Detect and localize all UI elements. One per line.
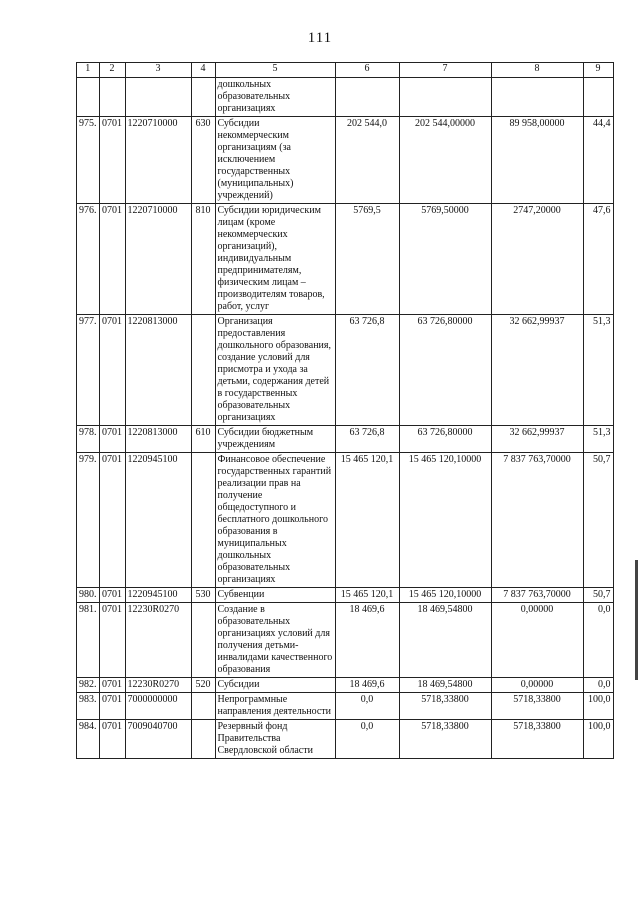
item-name: Организация предоставления дошкольного образования, создание условий для присмотра и ухода за детьми, содержания детей в государственных образовательных организациях: [215, 315, 335, 426]
row-number: 976.: [77, 204, 100, 315]
executed-amount: [491, 78, 583, 117]
executed-amount: 7 837 763,70000: [491, 588, 583, 603]
planned-amount: 15 465 120,10000: [399, 453, 491, 588]
target-code: 7009040700: [125, 720, 191, 759]
target-code: 1220945100: [125, 588, 191, 603]
approved-amount: 5769,5: [335, 204, 399, 315]
section-code: 0701: [99, 588, 125, 603]
budget-table: [76, 62, 614, 759]
row-number: 983.: [77, 693, 100, 720]
table-row: [77, 204, 614, 315]
section-code: 0701: [99, 678, 125, 693]
expense-kind: 520: [191, 678, 215, 693]
planned-amount: 18 469,54800: [399, 603, 491, 678]
section-code: 0701: [99, 693, 125, 720]
section-code: 0701: [99, 315, 125, 426]
approved-amount: 15 465 120,1: [335, 588, 399, 603]
executed-amount: 5718,33800: [491, 720, 583, 759]
table-row: [77, 426, 614, 453]
row-number: 978.: [77, 426, 100, 453]
scan-edge-mark: [635, 560, 638, 680]
item-name: Субсидии бюджетным учреждениям: [215, 426, 335, 453]
row-number: [77, 78, 100, 117]
item-name: дошкольных образовательных организациях: [215, 78, 335, 117]
executed-amount: 7 837 763,70000: [491, 453, 583, 588]
execution-percent: 47,6: [583, 204, 613, 315]
item-name: Финансовое обеспечение государственных гарантий реализации прав на получение общедоступного и бесплатного дошкольного образования в муниципальных дошкольных образовательных организациях: [215, 453, 335, 588]
approved-amount: 18 469,6: [335, 678, 399, 693]
item-name: Субсидии: [215, 678, 335, 693]
executed-amount: 0,00000: [491, 603, 583, 678]
col-header-5: 5: [215, 63, 335, 78]
section-code: 0701: [99, 426, 125, 453]
executed-amount: 0,00000: [491, 678, 583, 693]
execution-percent: [583, 78, 613, 117]
page-number: 111: [307, 30, 333, 46]
expense-kind: 610: [191, 426, 215, 453]
executed-amount: 32 662,99937: [491, 315, 583, 426]
item-name: Создание в образовательных организациях условий для получения детьми-инвалидами качественного образования: [215, 603, 335, 678]
item-name: Резервный фонд Правительства Свердловской области: [215, 720, 335, 759]
approved-amount: 0,0: [335, 720, 399, 759]
expense-kind: 630: [191, 117, 215, 204]
section-code: 0701: [99, 204, 125, 315]
table-row: [77, 720, 614, 759]
executed-amount: 89 958,00000: [491, 117, 583, 204]
section-code: 0701: [99, 720, 125, 759]
approved-amount: 0,0: [335, 693, 399, 720]
planned-amount: 15 465 120,10000: [399, 588, 491, 603]
executed-amount: 2747,20000: [491, 204, 583, 315]
col-header-2: 2: [99, 63, 125, 78]
target-code: 1220813000: [125, 426, 191, 453]
planned-amount: 5718,33800: [399, 720, 491, 759]
execution-percent: 44,4: [583, 117, 613, 204]
target-code: [125, 78, 191, 117]
row-number: 980.: [77, 588, 100, 603]
row-number: 981.: [77, 603, 100, 678]
section-code: [99, 78, 125, 117]
table-row: [77, 315, 614, 426]
section-code: 0701: [99, 453, 125, 588]
expense-kind: [191, 315, 215, 426]
target-code: 12230R0270: [125, 678, 191, 693]
execution-percent: 51,3: [583, 426, 613, 453]
col-header-1: 1: [77, 63, 100, 78]
row-number: 977.: [77, 315, 100, 426]
target-code: 7000000000: [125, 693, 191, 720]
col-header-3: 3: [125, 63, 191, 78]
planned-amount: 5718,33800: [399, 693, 491, 720]
execution-percent: 100,0: [583, 720, 613, 759]
expense-kind: [191, 720, 215, 759]
planned-amount: 63 726,80000: [399, 315, 491, 426]
planned-amount: [399, 78, 491, 117]
target-code: 1220710000: [125, 117, 191, 204]
expense-kind: [191, 603, 215, 678]
approved-amount: 63 726,8: [335, 315, 399, 426]
row-number: 979.: [77, 453, 100, 588]
col-header-7: 7: [399, 63, 491, 78]
table-row: [77, 117, 614, 204]
col-header-9: 9: [583, 63, 613, 78]
execution-percent: 0,0: [583, 603, 613, 678]
execution-percent: 51,3: [583, 315, 613, 426]
expense-kind: 810: [191, 204, 215, 315]
row-number: 984.: [77, 720, 100, 759]
approved-amount: 202 544,0: [335, 117, 399, 204]
expense-kind: 530: [191, 588, 215, 603]
col-header-4: 4: [191, 63, 215, 78]
target-code: 1220945100: [125, 453, 191, 588]
table-row: [77, 78, 614, 117]
execution-percent: 100,0: [583, 693, 613, 720]
target-code: 1220710000: [125, 204, 191, 315]
approved-amount: 18 469,6: [335, 603, 399, 678]
header-row: [77, 63, 614, 78]
table-row: [77, 603, 614, 678]
row-number: 982.: [77, 678, 100, 693]
target-code: 1220813000: [125, 315, 191, 426]
item-name: Субвенции: [215, 588, 335, 603]
table-row: [77, 693, 614, 720]
expense-kind: [191, 78, 215, 117]
item-name: Непрограммные направления деятельности: [215, 693, 335, 720]
executed-amount: 32 662,99937: [491, 426, 583, 453]
approved-amount: 63 726,8: [335, 426, 399, 453]
approved-amount: [335, 78, 399, 117]
execution-percent: 50,7: [583, 453, 613, 588]
section-code: 0701: [99, 603, 125, 678]
approved-amount: 15 465 120,1: [335, 453, 399, 588]
item-name: Субсидии некоммерческим организациям (за исключением государственных (муниципальных) учреждений): [215, 117, 335, 204]
table-row: [77, 678, 614, 693]
planned-amount: 5769,50000: [399, 204, 491, 315]
col-header-8: 8: [491, 63, 583, 78]
section-code: 0701: [99, 117, 125, 204]
target-code: 12230R0270: [125, 603, 191, 678]
planned-amount: 202 544,00000: [399, 117, 491, 204]
expense-kind: [191, 453, 215, 588]
expense-kind: [191, 693, 215, 720]
table-row: [77, 453, 614, 588]
execution-percent: 0,0: [583, 678, 613, 693]
planned-amount: 63 726,80000: [399, 426, 491, 453]
table-row: [77, 588, 614, 603]
execution-percent: 50,7: [583, 588, 613, 603]
item-name: Субсидии юридическим лицам (кроме некоммерческих организаций), индивидуальным предпринимателям, физическим лицам – производителям товаров, работ, услуг: [215, 204, 335, 315]
row-number: 975.: [77, 117, 100, 204]
col-header-6: 6: [335, 63, 399, 78]
planned-amount: 18 469,54800: [399, 678, 491, 693]
executed-amount: 5718,33800: [491, 693, 583, 720]
